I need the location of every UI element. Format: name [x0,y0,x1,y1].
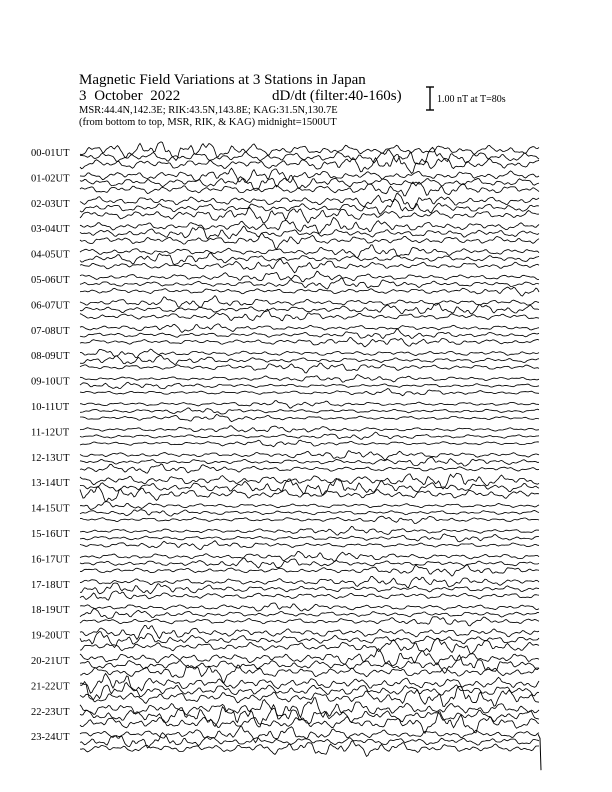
trace-msr [80,541,539,550]
trace-kag [80,625,539,639]
trace-rik [80,479,539,495]
hour-label: 04-05UT [31,249,70,261]
trace-msr [80,287,539,296]
trace-order-note: (from bottom to top, MSR, RIK, & KAG) midnight=1500UT [79,117,337,128]
hour-label: 13-14UT [31,478,70,490]
trace-kag [80,401,539,409]
hour-label: 18-19UT [31,605,70,617]
scale-bar-label: 1.00 nT at T=80s [437,94,506,105]
hour-label: 20-21UT [31,656,70,667]
trace-rik [80,382,539,389]
hour-label: 17-18UT [31,579,70,591]
trace-kag [80,218,539,234]
trace-msr [80,440,539,447]
hour-label: 23-24UT [31,732,70,744]
hour-label: 22-23UT [31,706,70,718]
trace-rik [80,432,539,439]
trace-kag [80,349,539,358]
hour-label: 01-02UT [31,173,70,185]
trace-msr [80,259,539,272]
trace-kag [80,576,539,587]
trace-rik [80,408,539,414]
hour-label: 11-12UT [31,427,70,439]
trace-rik [80,457,539,466]
chart-title: Magnetic Field Variations at 3 Stations in Japan [79,72,366,88]
hour-label: 07-08UT [31,325,70,337]
trace-msr [80,617,539,626]
station-coordinates: MSR:44.4N,142.3E; RIK:43.5N,143.8E; KAG:31.5N,130.7E [79,105,338,116]
trace-kag [80,502,539,510]
trace-msr [80,363,539,373]
trace-kag [80,271,539,282]
trace-msr [80,516,539,523]
trace-rik [80,355,539,364]
trace-rik [80,632,539,648]
chart-date: 3 October 2022 [79,88,181,104]
trace-msr [80,309,539,321]
hour-label: 00-01UT [31,148,70,159]
hour-label: 10-11UT [31,402,70,413]
trace-kag [80,451,539,460]
trace-kag [80,603,539,611]
scale-bar [426,87,434,110]
trace-msr [80,415,539,422]
trace-rik [80,510,539,516]
hour-label: 03-04UT [31,224,70,236]
trace-msr [80,337,539,347]
hour-label: 06-07UT [31,300,70,312]
hour-label: 16-17UT [31,554,70,566]
trace-rik [80,558,539,568]
trace-spike [538,734,541,770]
trace-kag [80,552,539,562]
hour-label: 08-09UT [31,351,70,363]
trace-msr [80,233,539,249]
trace-kag [80,296,539,308]
hour-label: 02-03UT [31,198,70,210]
hour-label: 12-13UT [31,452,70,464]
trace-rik [80,733,539,748]
trace-kag [80,324,539,333]
trace-msr [80,741,539,757]
hour-label: 19-20UT [31,630,70,642]
trace-kag [80,245,539,258]
trace-rik [80,534,539,542]
trace-msr [80,464,539,473]
trace-msr [80,389,539,396]
trace-kag [80,674,539,694]
trace-msr [80,712,539,734]
trace-kag [80,168,539,182]
trace-kag [80,194,539,209]
trace-rik [80,583,539,594]
trace-rik [80,278,539,289]
hour-label: 21-22UT [31,681,70,693]
hour-label: 09-10UT [31,376,70,388]
trace-kag [80,375,539,383]
trace-kag [80,426,539,432]
hour-label: 15-16UT [31,529,70,540]
hour-label: 14-15UT [31,503,70,515]
hour-label: 05-06UT [31,275,70,286]
trace-rik [80,329,539,339]
trace-msr [80,564,539,576]
chart-component: dD/dt (filter:40-160s) [272,88,402,104]
trace-kag [80,526,539,535]
